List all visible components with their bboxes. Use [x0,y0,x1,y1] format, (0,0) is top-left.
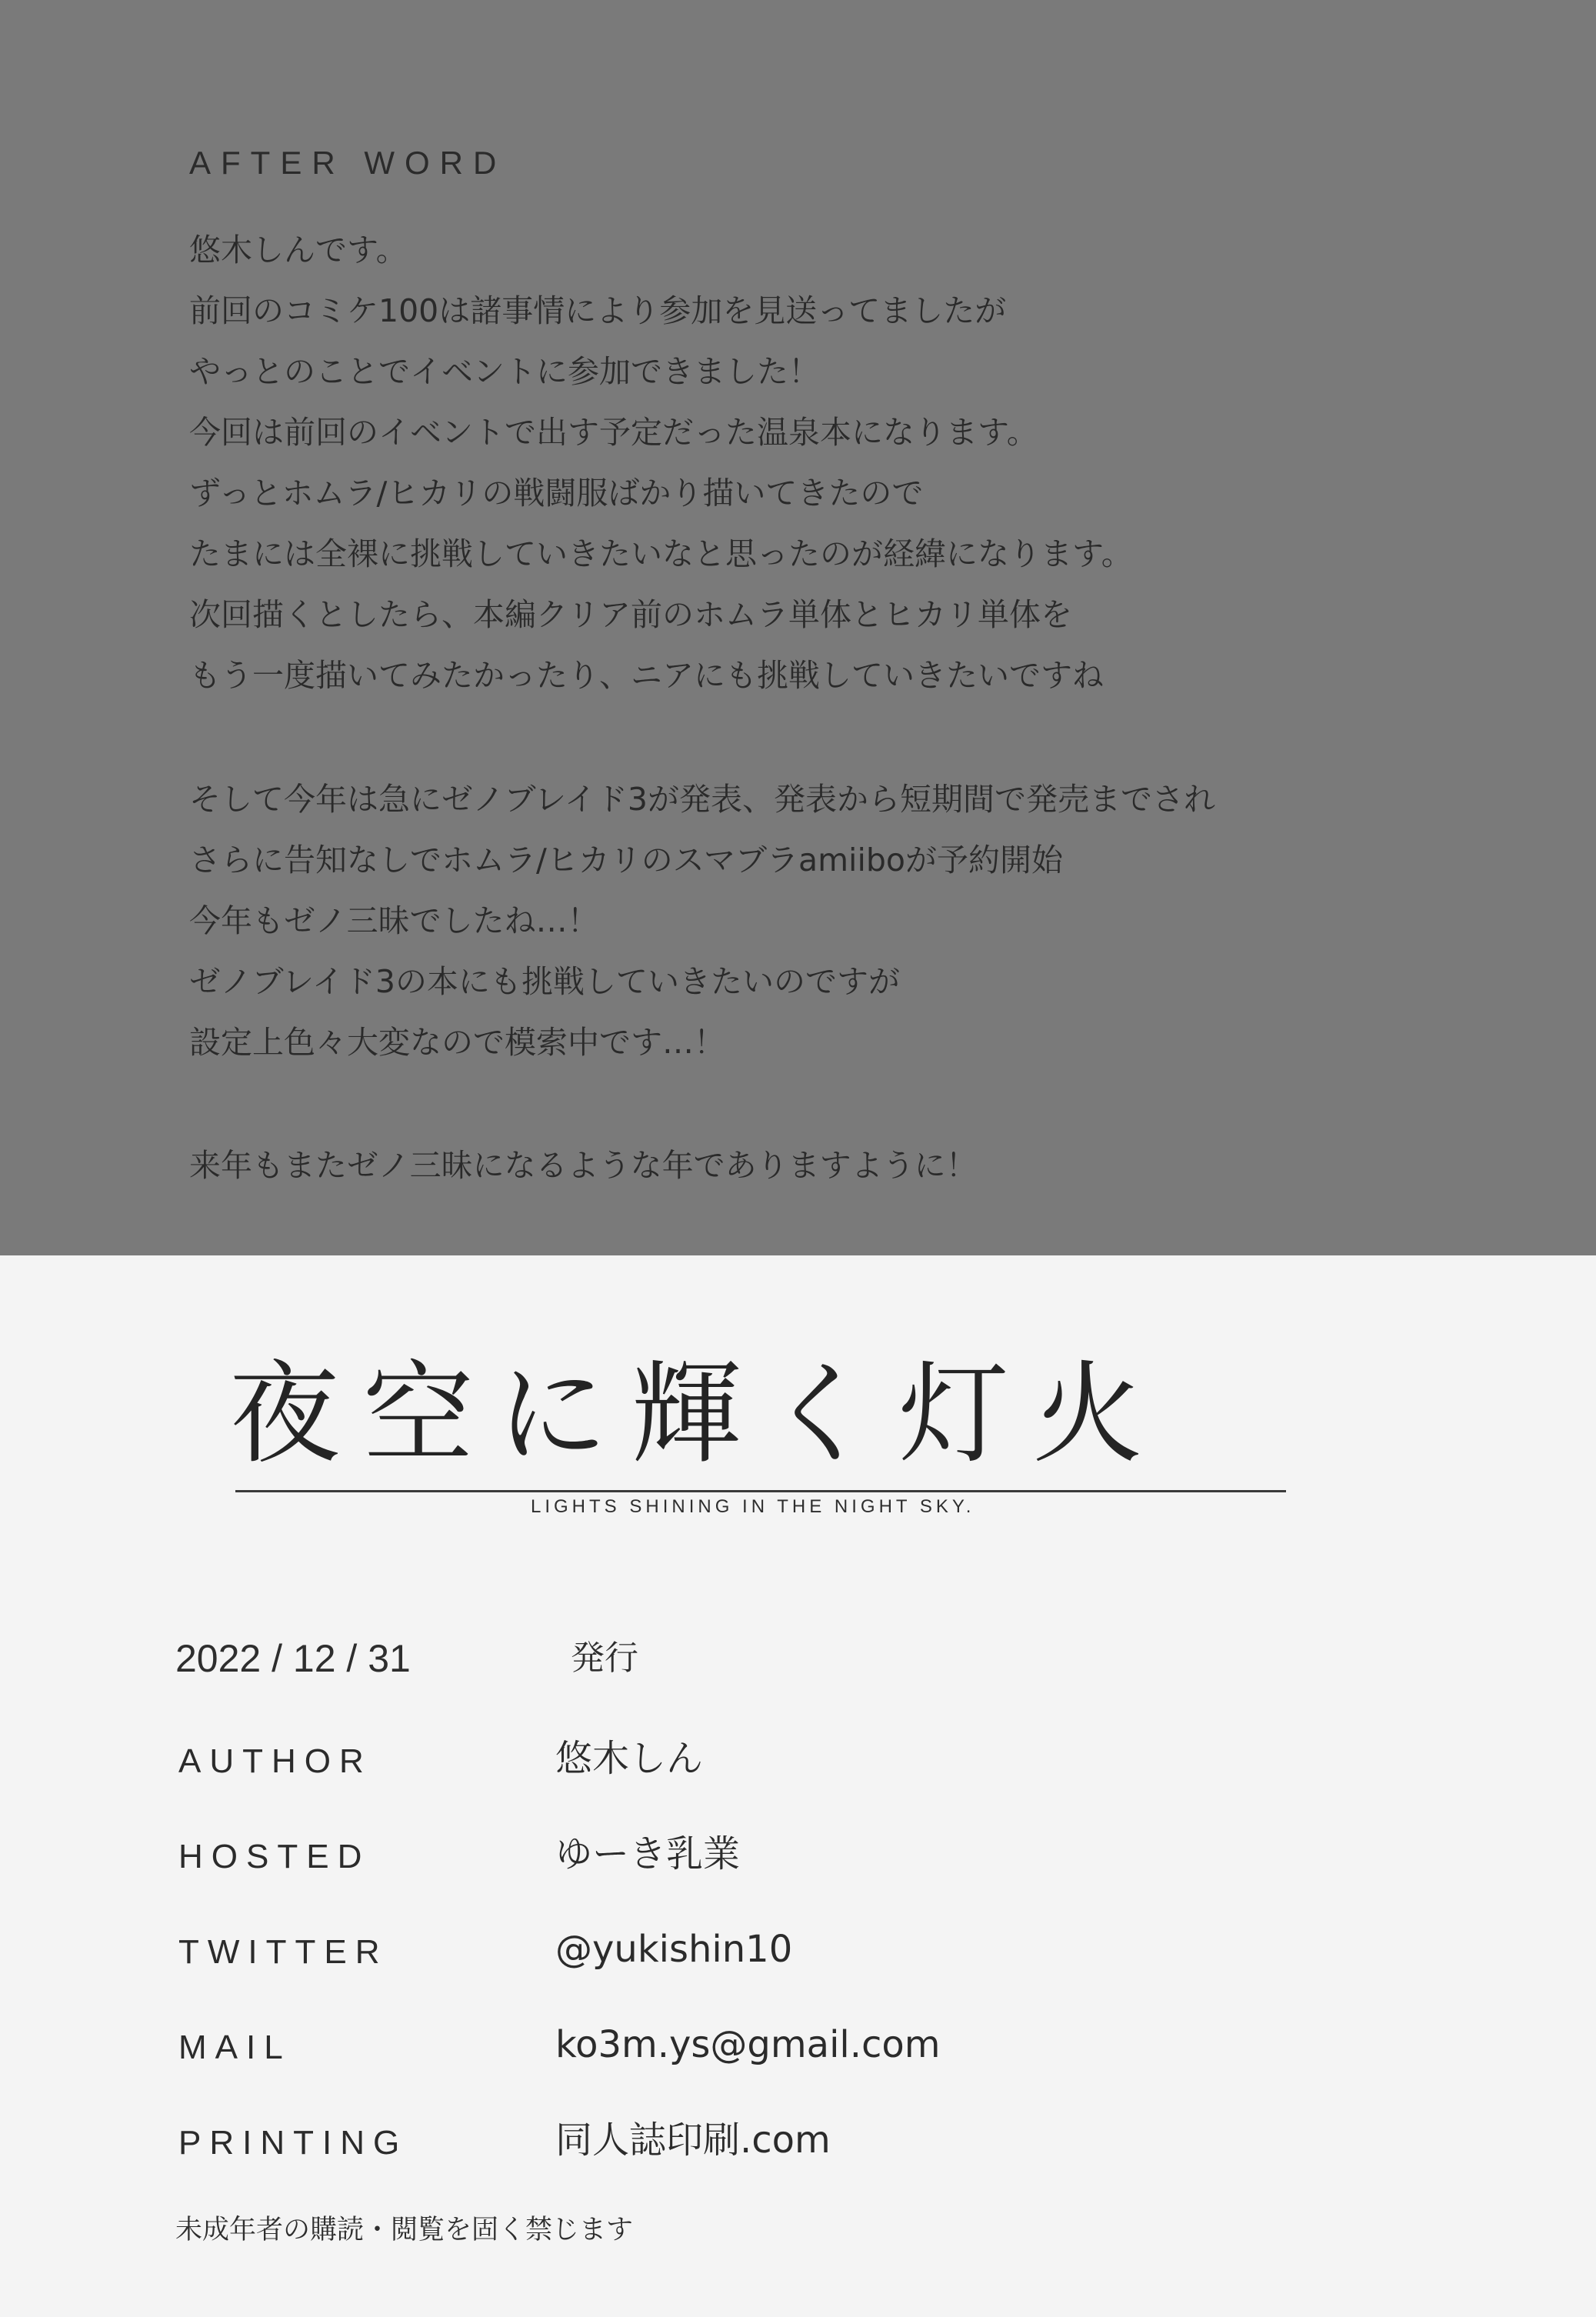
author-label: AUTHOR [178,1742,372,1780]
afterword-line: 前回のコミケ100は諸事情により参加を見送ってましたが [189,292,1007,329]
afterword-line: やっとのことでイベントに参加できました！ [189,353,820,390]
afterword-line: そして今年は急にゼノブレイド3が発表、発表から短期間で発売までされ [189,781,1215,818]
book-title: 夜空に輝く灯火 [229,1349,1167,1479]
title-underline [235,1490,1286,1492]
twitter-value: @yukishin10 [555,1928,793,1971]
afterword-paragraph-1 [189,220,1133,706]
publication-date: 2022 / 12 / 31 [175,1637,411,1680]
afterword-line: 悠木しんです。 [189,232,408,268]
author-value: 悠木しん [555,1737,704,1780]
afterword-line: 次回描くとしたら、本編クリア前のホムラ単体とヒカリ単体を [189,596,1072,633]
afterword-line: 今回は前回のイベントで出す予定だった温泉本になります。 [189,414,1038,451]
afterword-line: もう一度描いてみたかったり、ニアにも挑戦していきたいですね [189,657,1104,694]
afterword-line: さらに告知なしでホムラ/ヒカリのスマブラamiiboが予約開始 [189,842,1063,878]
publication-label: 発行 [571,1639,638,1678]
afterword-line: 今年もゼノ三昧でしたね…！ [189,902,599,939]
mail-value: ko3m.ys@gmail.com [555,2023,941,2066]
afterword-line: ずっとホムラ/ヒカリの戦闘服ばかり描いてきたので [189,475,924,512]
mail-label: MAIL [178,2029,292,2066]
age-restriction-notice: 未成年者の購読・閲覧を固く禁じます [175,2215,634,2245]
afterword-line: ゼノブレイド3の本にも挑戦していきたいのですが [189,963,900,1000]
afterword-heading: AFTER WORD [189,145,507,181]
twitter-label: TWITTER [178,1933,388,1971]
afterword-paragraph-2 [189,769,1215,1073]
hosted-label: HOSTED [178,1838,371,1875]
hosted-value: ゆーき乳業 [555,1832,741,1875]
afterword-paragraph-3 [189,1135,978,1196]
printing-value: 同人誌印刷.com [555,2119,831,2162]
afterword-line: 設定上色々大変なので模索中です…！ [189,1024,725,1061]
afterword-line: 来年もまたゼノ三昧になるような年でありますように！ [189,1147,978,1184]
book-subtitle: LIGHTS SHINING IN THE NIGHT SKY. [531,1496,975,1517]
afterword-line: たまには全裸に挑戦していきたいなと思ったのが経緯になります。 [189,535,1133,572]
printing-label: PRINTING [178,2124,408,2162]
